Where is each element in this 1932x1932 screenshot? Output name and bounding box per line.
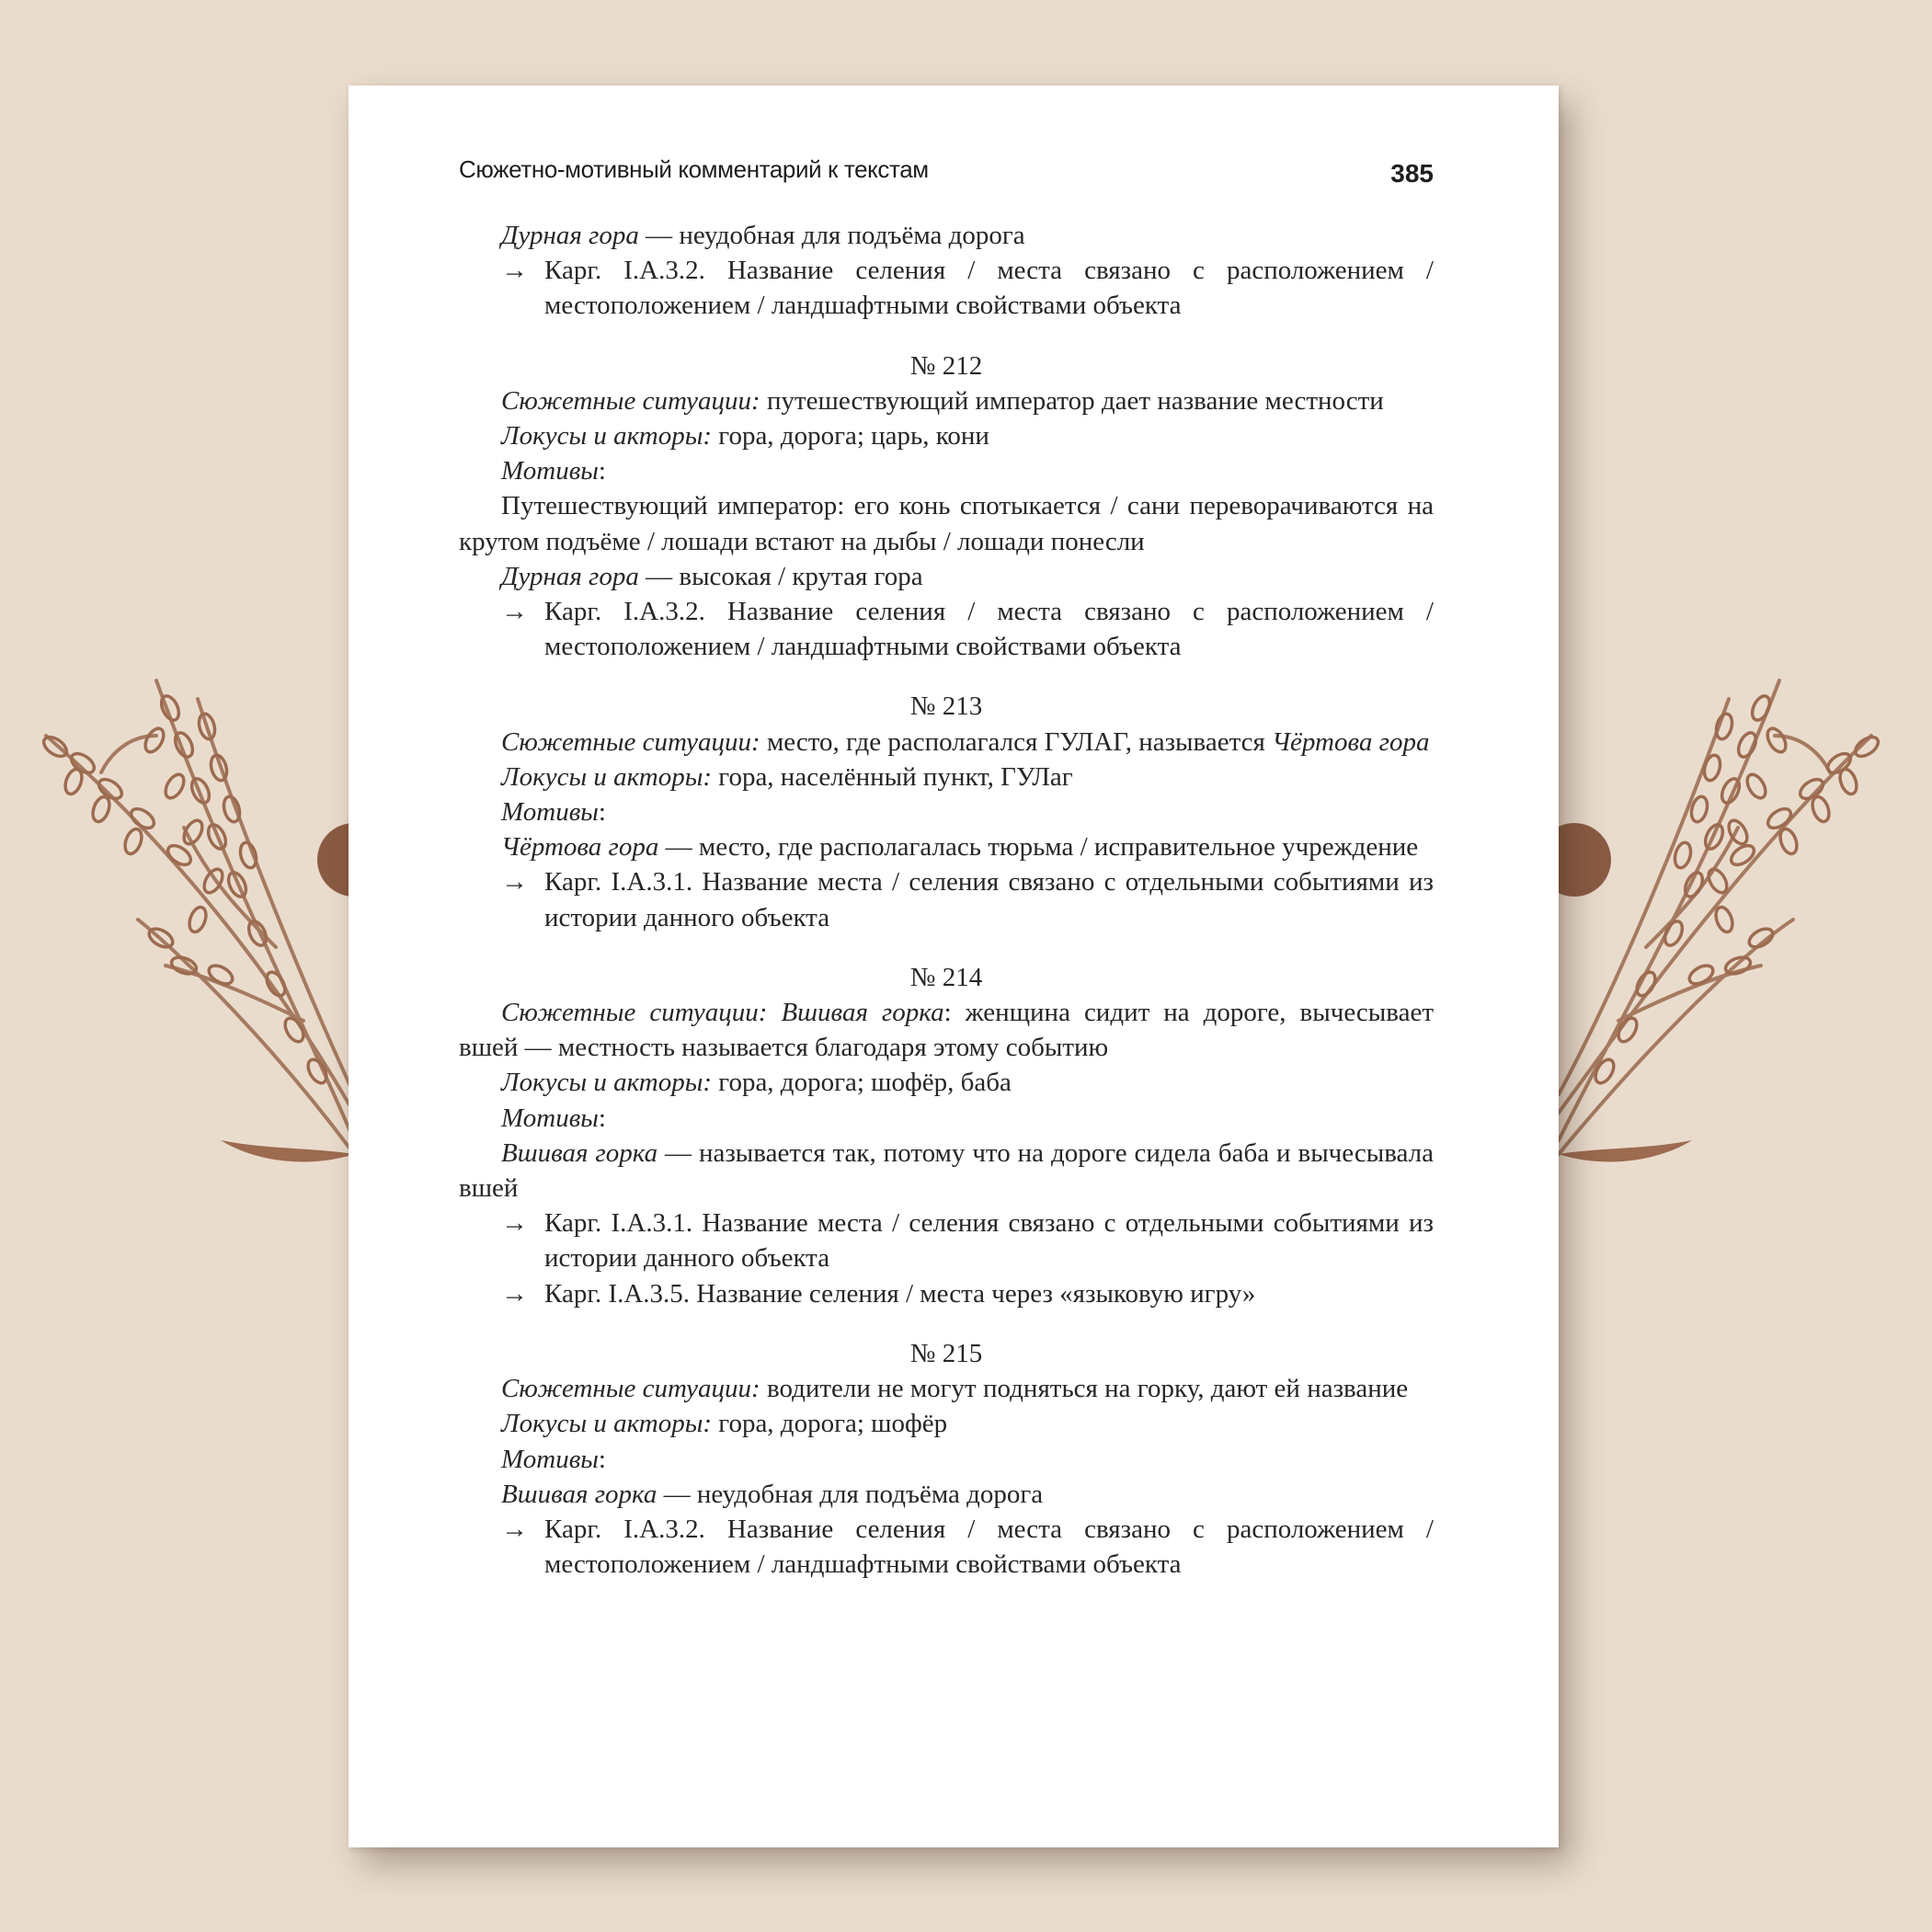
motif-text: — неудобная для подъёма дорога bbox=[638, 221, 1025, 250]
cross-reference-text: Карг. I.A.3.2. Название селения / места связано с расположением / местоположением / ландшафтными свойствами объекта bbox=[544, 256, 1434, 321]
page-number: 385 bbox=[1390, 159, 1434, 188]
motifs-label: Мотивы bbox=[501, 1103, 599, 1133]
left-willow-branches bbox=[40, 680, 391, 1161]
arrow-icon: → bbox=[501, 1278, 528, 1309]
loci-actors-text: гора, дорога; шофёр, баба bbox=[712, 1068, 1012, 1098]
motif-text: — место, где располагалась тюрьма / исправительное учреждение bbox=[658, 832, 1419, 863]
page-body bbox=[459, 218, 1434, 1582]
loci-actors-label: Локусы и акторы: bbox=[501, 421, 713, 452]
motifs-heading: Мотивы: bbox=[501, 1444, 606, 1474]
motif-line bbox=[459, 559, 1434, 594]
entry-number: № 215 bbox=[909, 1338, 983, 1368]
motifs-heading: Мотивы: bbox=[501, 797, 606, 828]
loci-actors bbox=[459, 1406, 1434, 1441]
cross-reference bbox=[459, 253, 1434, 323]
loci-actors-text: гора, дорога; шофёр bbox=[712, 1409, 948, 1439]
loci-actors-label: Локусы и акторы: bbox=[501, 761, 713, 792]
motifs-label: Мотивы bbox=[501, 797, 599, 828]
loci-actors-text: гора, дорога; царь, кони bbox=[712, 421, 989, 452]
motif-text: — неудобная для подъёма дорога bbox=[657, 1479, 1044, 1509]
plot-situations bbox=[459, 383, 1434, 418]
loci-actors-text: гора, населённый пункт, ГУЛаг bbox=[712, 761, 1073, 792]
plot-situations-label: Сюжетные ситуации: bbox=[501, 998, 768, 1028]
motifs-label: Мотивы bbox=[501, 1444, 599, 1474]
entry-number: № 212 bbox=[909, 350, 983, 381]
motifs-label: Мотивы bbox=[501, 456, 599, 486]
motif-line bbox=[459, 829, 1434, 864]
arrow-icon: → bbox=[501, 1208, 528, 1239]
cross-reference bbox=[459, 1512, 1434, 1582]
plot-situations bbox=[459, 1371, 1434, 1406]
plot-situations-text: водители не могут подняться на горку, дают ей название bbox=[760, 1374, 1409, 1404]
running-head bbox=[459, 155, 1434, 196]
toponym: Дурная гора bbox=[501, 221, 639, 250]
entry-number: № 213 bbox=[909, 692, 983, 722]
toponym: Вшивая горка bbox=[767, 998, 944, 1028]
loci-actors-label: Локусы и акторы: bbox=[501, 1409, 713, 1439]
right-willow-branches bbox=[1538, 680, 1881, 1161]
motif-line bbox=[459, 1136, 1434, 1206]
cross-reference-text: Карг. I.A.3.1. Название места / селения связано с отдельными событиями из истории данного объекта bbox=[544, 1208, 1434, 1274]
plot-situations-label: Сюжетные ситуации: bbox=[501, 1374, 760, 1404]
loci-actors-label: Локусы и акторы: bbox=[501, 1068, 713, 1098]
motif-text: — высокая / крутая гора bbox=[638, 561, 923, 591]
book-page bbox=[349, 86, 1559, 1847]
plot-situations-text: место, где располагался ГУЛАГ, называется bbox=[760, 726, 1273, 757]
loci-actors bbox=[459, 1065, 1434, 1100]
arrow-icon: → bbox=[501, 256, 528, 286]
loci-actors bbox=[459, 760, 1434, 795]
plot-situations bbox=[459, 995, 1434, 1065]
motif-line bbox=[459, 218, 1434, 253]
toponym: Вшивая горка bbox=[501, 1479, 657, 1509]
toponym: Вшивая горка bbox=[501, 1137, 658, 1168]
cross-reference-text: Карг. I.A.3.1. Название места / селения связано с отдельными событиями из истории данного объекта bbox=[544, 867, 1434, 932]
motif-text: — называется так, потому что на дороге сидела баба и вычесывала вшей bbox=[459, 1137, 1434, 1204]
motif-line: Путешествующий император: его конь спотыкается / сани переворачиваются на крутом подъёме / лошади встают на дыбы / лошади понесли bbox=[459, 491, 1434, 556]
loci-actors bbox=[459, 418, 1434, 453]
toponym: Дурная гора bbox=[501, 561, 639, 591]
plot-situations-text: путешествующий император дает название местности bbox=[760, 385, 1384, 416]
entry-number: № 214 bbox=[909, 962, 983, 992]
toponym: Чёртова гора bbox=[1272, 726, 1430, 757]
plot-situations-label: Сюжетные ситуации: bbox=[501, 385, 760, 416]
cross-reference bbox=[459, 594, 1434, 664]
cross-reference bbox=[459, 1206, 1434, 1275]
motifs-heading: Мотивы: bbox=[501, 456, 606, 486]
cross-reference-text: Карг. I.A.3.2. Название селения / места связано с расположением / местоположением / ландшафтными свойствами объекта bbox=[544, 1514, 1434, 1580]
arrow-icon: → bbox=[501, 597, 528, 627]
arrow-icon: → bbox=[501, 867, 528, 897]
cross-reference bbox=[459, 1276, 1434, 1311]
plot-situations bbox=[459, 725, 1434, 760]
plot-situations-text: : женщина сидит на дороге, вычесывает вшей — местность называется благодаря этому событию bbox=[459, 998, 1434, 1063]
motif-line bbox=[459, 1477, 1434, 1512]
plot-situations-label: Сюжетные ситуации: bbox=[501, 726, 760, 757]
running-head-title: Сюжетно-мотивный комментарий к текстам bbox=[459, 155, 929, 183]
cross-reference-text: Карг. I.A.3.5. Название селения / места через «языковую игру» bbox=[544, 1278, 1256, 1309]
cross-reference-text: Карг. I.A.3.2. Название селения / места связано с расположением / местоположением / ландшафтными свойствами объекта bbox=[544, 597, 1434, 662]
toponym: Чёртова гора bbox=[501, 832, 659, 863]
motifs-heading: Мотивы: bbox=[501, 1103, 606, 1133]
cross-reference bbox=[459, 864, 1434, 934]
arrow-icon: → bbox=[501, 1514, 528, 1544]
